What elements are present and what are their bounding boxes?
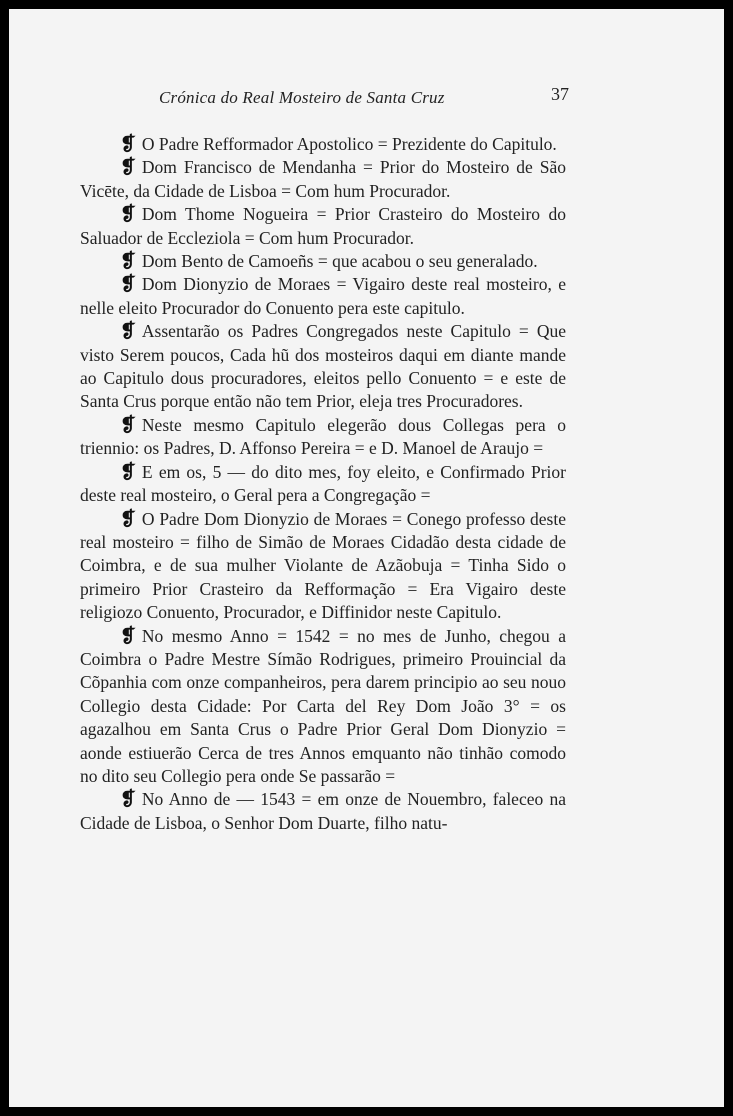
paragraph-mark-icon: ❡ [120, 461, 136, 483]
paragraph [80, 156, 566, 203]
body-text [80, 133, 566, 835]
paragraph [80, 133, 566, 156]
paragraph-mark-icon: ❡ [120, 508, 136, 530]
paragraph [80, 320, 566, 414]
paragraph [80, 250, 566, 273]
paragraph-mark-icon: ❡ [120, 414, 136, 436]
paragraph-mark-icon: ❡ [120, 251, 136, 273]
paragraph-text: O Padre Refformador Apostolico = Prezidente do Capitulo. [141, 134, 557, 154]
paragraph [80, 625, 566, 789]
running-head [159, 82, 569, 112]
paragraph [80, 414, 566, 461]
paragraph-text: Dom Francisco de Mendanha = Prior do Mosteiro de São Vicēte, da Cidade de Lisboa = Com hum Procurador. [80, 157, 566, 201]
paragraph-text: Dom Bento de Camoeñs = que acabou o seu generalado. [141, 251, 538, 272]
paragraph-mark-icon: ❡ [120, 321, 136, 343]
book-page [9, 9, 724, 1107]
paragraph-text: Neste mesmo Capitulo elegerão dous Collegas pera o triennio: os Padres, D. Affonso Pereira = e D. Manoel de Araujo = [80, 414, 566, 459]
paragraph-mark-icon: ❡ [120, 134, 136, 155]
paragraph-text: E em os, 5 — do dito mes, foy eleito, e Confirmado Prior deste real mosteiro, o Geral pera a Congregação = [80, 461, 566, 506]
paragraph-text: Dom Thome Nogueira = Prior Crasteiro do Mosteiro do Saluador de Eccleziola = Com hum Procurador. [80, 204, 566, 248]
paragraph-mark-icon: ❡ [120, 789, 136, 811]
paragraph [80, 788, 566, 835]
paragraph [80, 203, 566, 250]
paragraph-text: Assentarão os Padres Congregados neste Capitulo = Que visto Serem poucos, Cada hũ dos mosteiros daqui em diante mande ao Capitulo dous procuradores, eleitos pello Conuento = e este de Santa Crus porque então não tem Prior, eleja tres Procuradores. [80, 321, 566, 412]
paragraph-text: Dom Dionyzio de Moraes = Vigairo deste real mosteiro, e nelle eleito Procurador do Conuento pera este capitulo. [80, 274, 566, 318]
paragraph-text: No mesmo Anno = 1542 = no mes de Junho, chegou a Coimbra o Padre Mestre Símão Rodrigues, primeiro Prouincial da Cõpanhia com onze companheiros, pera darem principio ao seu nouo Collegio desta Cidade: Por Carta del Rey Dom João 3° = os agazalhou em Santa Crus o Padre Prior Geral Dom Dionyzio = aonde estiuerão Cerca de tres Annos emquanto não tinhão comodo no dito seu Collegio pera onde Se passarão = [80, 625, 566, 786]
paragraph-text: No Anno de — 1543 = em onze de Nouembro, faleceo na Cidade de Lisboa, o Senhor Dom Duarte, filho natu- [80, 789, 566, 833]
paragraph [80, 461, 566, 508]
page-number: 37 [551, 84, 569, 104]
paragraph-mark-icon: ❡ [120, 625, 136, 647]
paragraph-mark-icon: ❡ [120, 157, 136, 179]
running-title: Crónica do Real Mosteiro de Santa Cruz [159, 88, 445, 107]
paragraph [80, 273, 566, 320]
paragraph-mark-icon: ❡ [120, 274, 136, 296]
paragraph [80, 508, 566, 625]
paragraph-text: O Padre Dom Dionyzio de Moraes = Conego professo deste real mosteiro = filho de Simão de Moraes Cidadão desta cidade de Coimbra, e de sua mulher Violante de Azãobuja = Tinha Sido o primeiro Prior Crasteiro da Refformação = Era Vigairo deste religiozo Conuento, Procurador, e Diffinidor neste Capitulo. [80, 508, 566, 623]
paragraph-mark-icon: ❡ [120, 204, 136, 226]
